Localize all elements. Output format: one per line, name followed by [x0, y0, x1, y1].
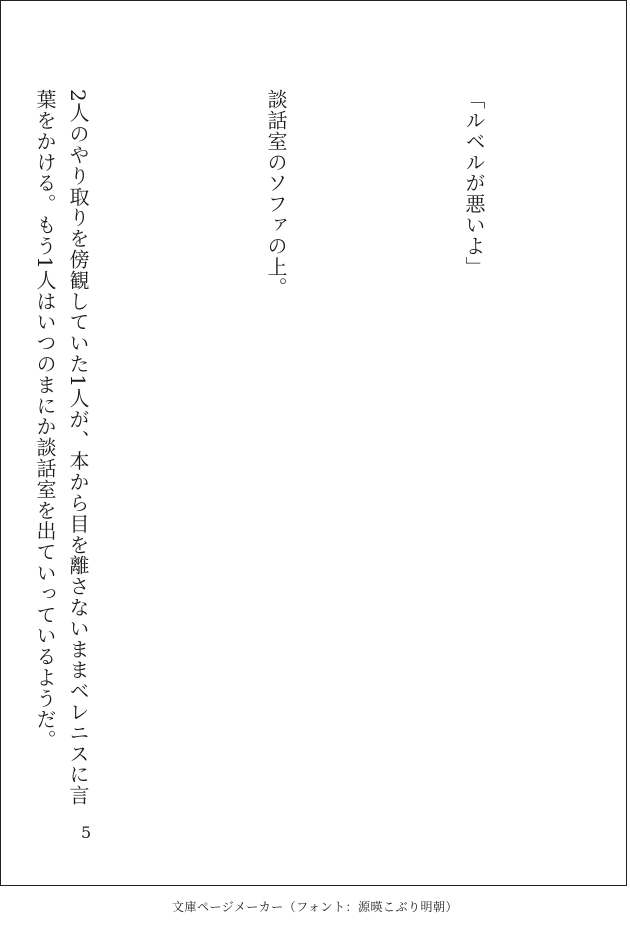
paragraph: 談話室のソファの上。: [264, 89, 288, 298]
vertical-text-body: [33, 89, 556, 814]
paragraph: 「ルベルが悪いよ」: [462, 89, 486, 278]
footer-caption: 文庫ページメーカー（フォント：源暎こぶり明朝）: [171, 900, 459, 914]
blank-line: [358, 89, 391, 814]
page-number: 5: [81, 823, 92, 842]
paragraph: 2人のやり取りを傍観していた1人が、本から目を離さないままベレニスに言葉をかける。もう1人はいつのまにか談話室を出ていっているようだ。: [33, 89, 90, 806]
blank-line: [160, 89, 193, 814]
